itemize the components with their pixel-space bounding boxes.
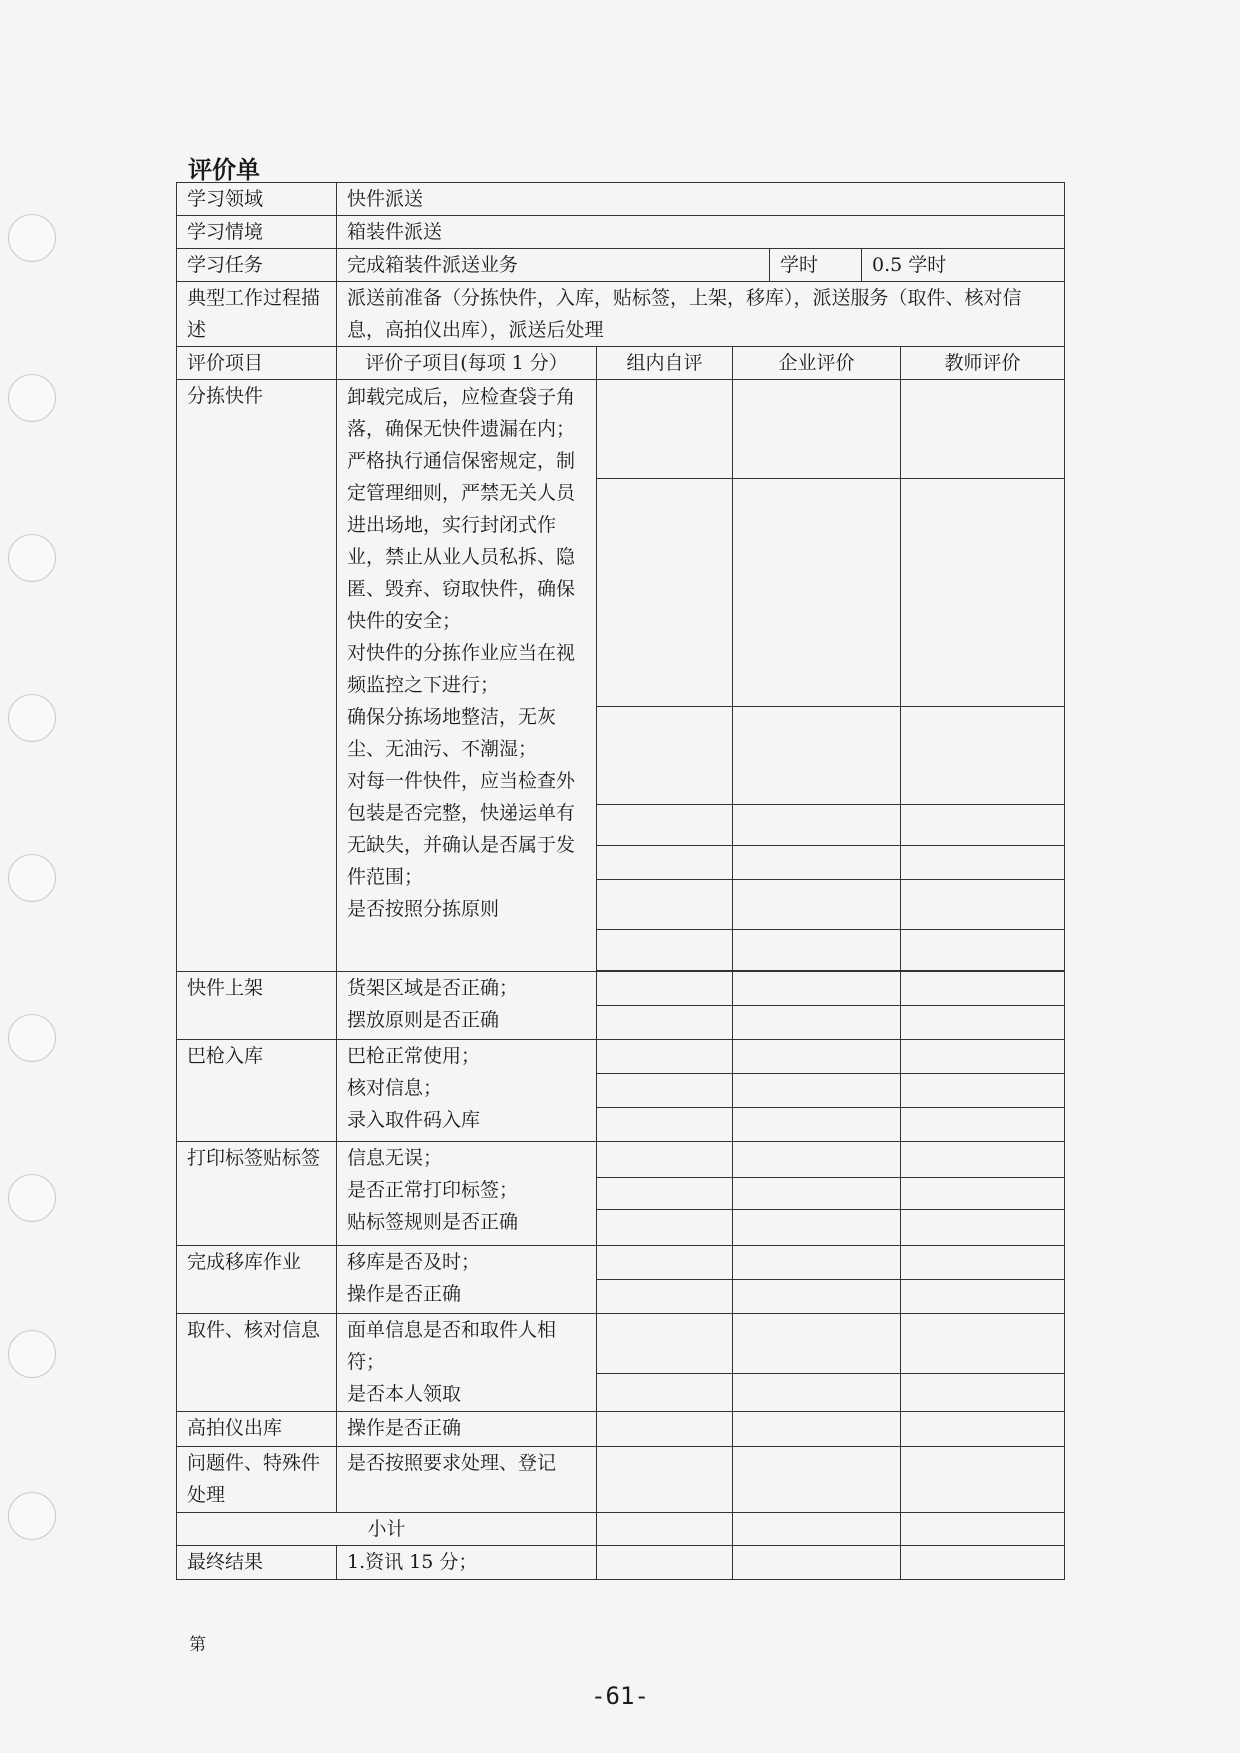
- company-score-cell[interactable]: [733, 1246, 901, 1280]
- sub-item: 是否本人领取: [347, 1383, 462, 1405]
- self-score-cell[interactable]: [597, 1210, 733, 1246]
- teacher-score-cell[interactable]: [901, 1246, 1065, 1280]
- final-value: 1.资讯 15 分；: [337, 1546, 597, 1580]
- sub-item: 对快件的分拣作业应当在视频监控之下进行；: [347, 642, 576, 696]
- process-description: 派送前准备（分拣快件，入库，贴标签，上架，移库），派送服务（取件、核对信息，高拍仪出库），派送后处理: [337, 282, 1065, 347]
- sub-item: 卸载完成后，应检查袋子角落，确保无快件遗漏在内；: [347, 386, 576, 440]
- final-result-row: [177, 1546, 1065, 1580]
- evaluation-table: [176, 182, 1065, 1580]
- teacher-score-cell[interactable]: [901, 1546, 1065, 1580]
- self-score-cell[interactable]: [597, 479, 733, 707]
- company-score-cell[interactable]: [733, 846, 901, 880]
- self-score-cell[interactable]: [597, 1447, 733, 1513]
- company-score-cell[interactable]: [733, 1006, 901, 1040]
- self-score-cell[interactable]: [597, 846, 733, 880]
- teacher-score-cell[interactable]: [901, 880, 1065, 930]
- teacher-score-cell[interactable]: [901, 1210, 1065, 1246]
- teacher-score-cell[interactable]: [901, 1040, 1065, 1074]
- task-cell: [337, 249, 1065, 282]
- footer-text: 第: [189, 1635, 206, 1655]
- teacher-score-cell[interactable]: [901, 1513, 1065, 1546]
- table-row: [177, 1246, 1065, 1280]
- task-value: 完成箱装件派送业务: [337, 249, 770, 281]
- sub-item: 严格执行通信保密规定，制定管理细则，严禁无关人员进出场地，实行封闭式作业，禁止从业人员私拆、隐匿、毁弃、窃取快件，确保快件的安全；: [347, 450, 576, 632]
- teacher-score-cell[interactable]: [901, 972, 1065, 1006]
- sub-item: 摆放原则是否正确: [347, 1009, 500, 1031]
- teacher-score-cell[interactable]: [901, 1374, 1065, 1412]
- self-score-cell[interactable]: [597, 1246, 733, 1280]
- hours-value: 0.5 学时: [872, 254, 947, 276]
- label-cell: 学习任务: [177, 249, 337, 282]
- teacher-score-cell[interactable]: [901, 1280, 1065, 1314]
- company-score-cell[interactable]: [733, 805, 901, 846]
- company-score-cell[interactable]: [733, 1178, 901, 1210]
- teacher-score-cell[interactable]: [901, 1314, 1065, 1374]
- company-score-cell[interactable]: [733, 1447, 901, 1513]
- col-header-self: 组内自评: [597, 347, 733, 380]
- sub-item: 移库是否及时；: [347, 1251, 481, 1273]
- teacher-score-cell[interactable]: [901, 805, 1065, 846]
- sub-items: 是否按照要求处理、登记: [337, 1447, 597, 1513]
- label-cell: 学习领域: [177, 183, 337, 216]
- self-score-cell[interactable]: [597, 1280, 733, 1314]
- binder-hole: [8, 854, 56, 902]
- table-row: [177, 216, 1065, 249]
- teacher-score-cell[interactable]: [901, 1142, 1065, 1178]
- self-score-cell[interactable]: [597, 380, 733, 479]
- sub-item: 核对信息；: [347, 1077, 443, 1099]
- self-score-cell[interactable]: [597, 1108, 733, 1142]
- company-score-cell[interactable]: [733, 1210, 901, 1246]
- company-score-cell[interactable]: [733, 1314, 901, 1374]
- self-score-cell[interactable]: [597, 1040, 733, 1074]
- table-row: [177, 1447, 1065, 1513]
- company-score-cell[interactable]: [733, 930, 901, 971]
- sub-items: [337, 1142, 597, 1246]
- self-score-cell[interactable]: [597, 1513, 733, 1546]
- sub-item: 确保分拣场地整洁，无灰尘、无油污、不潮湿；: [347, 706, 557, 760]
- teacher-score-cell[interactable]: [901, 1412, 1065, 1447]
- table-row: [177, 1142, 1065, 1178]
- self-score-cell[interactable]: [597, 805, 733, 846]
- item-name: 快件上架: [177, 972, 337, 1040]
- sub-item: 录入取件码入库: [347, 1109, 481, 1131]
- sub-item: 信息无误；: [347, 1147, 443, 1169]
- teacher-score-cell[interactable]: [901, 479, 1065, 707]
- self-score-cell[interactable]: [597, 1374, 733, 1412]
- table-row: [177, 1314, 1065, 1374]
- self-score-cell[interactable]: [597, 707, 733, 805]
- col-header-teacher: 教师评价: [901, 347, 1065, 380]
- company-score-cell[interactable]: [733, 479, 901, 707]
- self-score-cell[interactable]: [597, 1412, 733, 1447]
- binder-hole: [8, 1014, 56, 1062]
- subtotal-row: [177, 1513, 1065, 1546]
- sub-items: [337, 1314, 597, 1412]
- table-row: [177, 282, 1065, 347]
- company-score-cell[interactable]: [733, 972, 901, 1006]
- teacher-score-cell[interactable]: [901, 1006, 1065, 1040]
- table-row: [177, 380, 1065, 479]
- binder-hole: [8, 1492, 56, 1540]
- sub-item: 贴标签规则是否正确: [347, 1211, 519, 1233]
- teacher-score-cell[interactable]: [901, 930, 1065, 971]
- self-score-cell[interactable]: [597, 880, 733, 930]
- item-name: 取件、核对信息: [177, 1314, 337, 1412]
- teacher-score-cell[interactable]: [901, 380, 1065, 479]
- subtotal-label: 小计: [177, 1513, 597, 1546]
- binder-hole: [8, 1330, 56, 1378]
- self-score-cell[interactable]: [597, 1006, 733, 1040]
- company-score-cell[interactable]: [733, 1374, 901, 1412]
- page-number: -61-: [591, 1682, 649, 1710]
- label-cell: 学习情境: [177, 216, 337, 249]
- sub-item: 对每一件快件，应当检查外包装是否完整，快递运单有无缺失，并确认是否属于发件范围；: [347, 770, 576, 888]
- company-score-cell[interactable]: [733, 380, 901, 479]
- binder-hole: [8, 1174, 56, 1222]
- self-score-cell[interactable]: [597, 1314, 733, 1374]
- company-score-cell[interactable]: [733, 1412, 901, 1447]
- item-name: 分拣快件: [177, 380, 337, 972]
- company-score-cell[interactable]: [733, 880, 901, 930]
- binder-hole: [8, 534, 56, 582]
- company-score-cell[interactable]: [733, 1142, 901, 1178]
- col-header-sub: 评价子项目(每项 1 分）: [337, 347, 597, 380]
- binder-hole: [8, 214, 56, 262]
- company-score-cell[interactable]: [733, 1108, 901, 1142]
- self-score-cell[interactable]: [597, 1142, 733, 1178]
- value-cell: 快件派送: [337, 183, 1065, 216]
- self-score-cell[interactable]: [597, 1074, 733, 1108]
- teacher-score-cell[interactable]: [901, 1108, 1065, 1142]
- label-cell: 典型工作过程描述: [177, 282, 337, 347]
- sub-item: 货架区域是否正确；: [347, 977, 519, 999]
- teacher-score-cell[interactable]: [901, 1447, 1065, 1513]
- self-score-cell[interactable]: [597, 972, 733, 1006]
- table-row: [177, 249, 1065, 282]
- teacher-score-cell[interactable]: [901, 1074, 1065, 1108]
- value-cell: 箱装件派送: [337, 216, 1065, 249]
- self-score-cell[interactable]: [597, 930, 733, 971]
- table-row: [177, 1412, 1065, 1447]
- sub-items: 操作是否正确: [337, 1412, 597, 1447]
- sub-items: [337, 380, 597, 972]
- self-score-cell[interactable]: [597, 1178, 733, 1210]
- column-header-row: [177, 347, 1065, 380]
- col-header-item: 评价项目: [177, 347, 337, 380]
- company-score-cell[interactable]: [733, 1074, 901, 1108]
- item-name: 问题件、特殊件处理: [177, 1447, 337, 1513]
- hours-label: 学时: [770, 249, 862, 281]
- sub-items: [337, 1246, 597, 1314]
- self-score-cell[interactable]: [597, 1546, 733, 1580]
- company-score-cell[interactable]: [733, 707, 901, 805]
- col-header-company: 企业评价: [733, 347, 901, 380]
- company-score-cell[interactable]: [733, 1040, 901, 1074]
- sub-items: [337, 972, 597, 1040]
- table-row: [177, 972, 1065, 1006]
- sub-item: 操作是否正确: [347, 1283, 462, 1305]
- sub-item: 巴枪正常使用；: [347, 1045, 481, 1067]
- teacher-score-cell[interactable]: [901, 846, 1065, 880]
- binder-hole: [8, 694, 56, 742]
- sub-item: 是否按照分拣原则: [347, 898, 500, 920]
- company-score-cell[interactable]: [733, 1280, 901, 1314]
- item-name: 完成移库作业: [177, 1246, 337, 1314]
- item-name: 打印标签贴标签: [177, 1142, 337, 1246]
- company-score-cell[interactable]: [733, 1546, 901, 1580]
- final-label: 最终结果: [177, 1546, 337, 1580]
- company-score-cell[interactable]: [733, 1513, 901, 1546]
- teacher-score-cell[interactable]: [901, 707, 1065, 805]
- teacher-score-cell[interactable]: [901, 1178, 1065, 1210]
- page-title: 评价单: [188, 156, 260, 184]
- sub-items: [337, 1040, 597, 1142]
- binder-hole: [8, 374, 56, 422]
- sub-item: 是否正常打印标签；: [347, 1179, 519, 1201]
- item-name: 巴枪入库: [177, 1040, 337, 1142]
- table-row: [177, 183, 1065, 216]
- table-row: [177, 1040, 1065, 1074]
- sub-item: 面单信息是否和取件人相符；: [347, 1319, 557, 1373]
- item-name: 高拍仪出库: [177, 1412, 337, 1447]
